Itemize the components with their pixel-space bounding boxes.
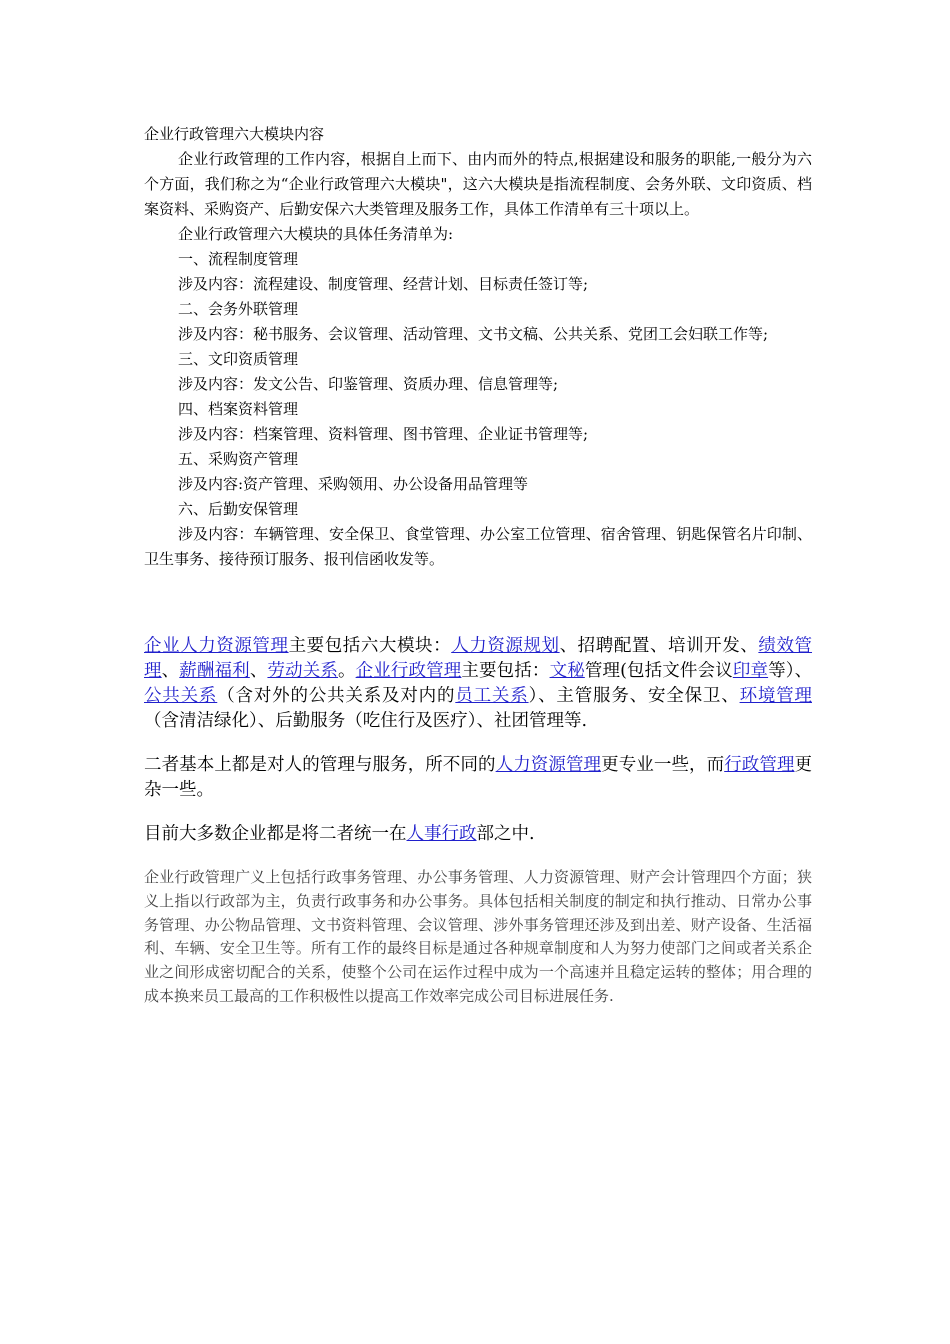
inline-text: 等）、: [768, 661, 813, 681]
inline-link[interactable]: 行政管理: [724, 755, 795, 775]
inline-link[interactable]: 公共关系: [144, 686, 218, 706]
inline-text: 、: [249, 661, 268, 681]
module-content-6: 涉及内容：车辆管理、安全保卫、食堂管理、办公室工位管理、宿舍管理、钥匙保管名片印制、卫生事务、接待预订服务、报刊信函收发等。: [144, 525, 812, 568]
inline-link[interactable]: 薪酬福利: [179, 661, 250, 681]
conclusion-paragraph: [144, 822, 812, 847]
module-content-5: 涉及内容:资产管理、采购领用、办公设备用品管理等: [178, 475, 529, 493]
section-gap: [144, 572, 812, 634]
list-intro: 企业行政管理六大模块的具体任务清单为:: [178, 225, 454, 243]
inline-text: 。: [337, 661, 356, 681]
inline-text: 管理(包括文件会议: [584, 661, 733, 681]
inline-link[interactable]: 企业行政管理: [355, 661, 462, 681]
module-content-2: 涉及内容：秘书服务、会议管理、活动管理、文书文稿、公共关系、党团工会妇联工作等;: [178, 325, 769, 343]
module-content-1: 涉及内容：流程建设、制度管理、经营计划、目标责任签订等;: [178, 275, 589, 293]
inline-text: 、招聘配置、培训开发、: [559, 636, 759, 656]
module-content-4: 涉及内容：档案管理、资料管理、图书管理、企业证书管理等;: [178, 425, 589, 443]
inline-link[interactable]: 环境管理: [739, 686, 812, 706]
inline-link[interactable]: 文秘: [549, 661, 585, 681]
inline-link[interactable]: 企业人力资源管理: [144, 636, 289, 656]
inline-text: 目前大多数企业都是将二者统一在: [144, 824, 407, 844]
inline-link[interactable]: 人力资源规划: [451, 636, 560, 656]
inline-text: ）、主管服务、安全保卫、: [528, 686, 740, 706]
inline-text: 部之中.: [476, 824, 535, 844]
inline-text: 主要包括：: [461, 661, 550, 681]
module-heading-4: 四、档案资料管理: [178, 400, 299, 418]
inline-link[interactable]: 劳动关系: [267, 661, 338, 681]
hr-admin-paragraph: [144, 634, 812, 734]
section-six-modules: [144, 122, 812, 572]
intro-paragraph: 企业行政管理的工作内容，根据自上而下、由内而外的特点,根据建设和服务的职能,一般分为六个方面，我们称之为“企业行政管理六大模块"，这六大模块是指流程制度、会务外联、文印资质、档案资料、采购资产、后勤安保六大类管理及服务工作，具体工作清单有三十项以上。: [144, 150, 812, 218]
section-hr-vs-admin: [144, 634, 812, 847]
module-heading-1: 一、流程制度管理: [178, 250, 299, 268]
module-heading-2: 二、会务外联管理: [178, 300, 299, 318]
module-heading-5: 五、采购资产管理: [178, 450, 299, 468]
inline-text: （含对外的公共关系及对内的: [217, 686, 456, 706]
module-content-3: 涉及内容：发文公告、印鉴管理、资质办理、信息管理等;: [178, 375, 559, 393]
inline-link[interactable]: 员工关系: [455, 686, 529, 706]
inline-text: 更专业一些，而: [601, 755, 725, 775]
inline-text: （含清洁绿化）、后勤服务（吃住行及医疗）、社团管理等.: [144, 711, 588, 731]
module-heading-6: 六、后勤安保管理: [178, 500, 299, 518]
admin-definition-paragraph: 企业行政管理广义上包括行政事务管理、办公事务管理、人力资源管理、财产会计管理四个方面；狭义上指以行政部为主，负责行政事务和办公事务。具体包括相关制度的制定和执行推动、日常办公事务管理、办公物品管理、文书资料管理、会议管理、涉外事务管理还涉及到出差、财产设备、生活福利、车辆、安全卫生等。所有工作的最终目标是通过各种规章制度和人为努力使部门之间或者关系企业之间形成密切配合的关系，使整个公司在运作过程中成为一个高速并且稳定运转的整体；用合理的成本换来员工最高的工作积极性以提高工作效率完成公司目标进展任务.: [144, 868, 812, 1005]
inline-text: 二者基本上都是对人的管理与服务，所不同的: [144, 755, 496, 775]
inline-link[interactable]: 人事行政: [406, 824, 477, 844]
inline-link[interactable]: 印章: [732, 661, 769, 681]
inline-link[interactable]: 绩效管理: [144, 636, 813, 681]
inline-text: 更杂一些。: [144, 755, 813, 800]
document-page: [144, 122, 812, 1009]
inline-text: 主要包括六大模块：: [288, 636, 452, 656]
inline-text: 、: [161, 661, 180, 681]
comparison-paragraph: [144, 753, 812, 803]
document-title: 企业行政管理六大模块内容: [144, 125, 325, 143]
inline-link[interactable]: 人力资源管理: [495, 755, 602, 775]
module-heading-3: 三、文印资质管理: [178, 350, 299, 368]
